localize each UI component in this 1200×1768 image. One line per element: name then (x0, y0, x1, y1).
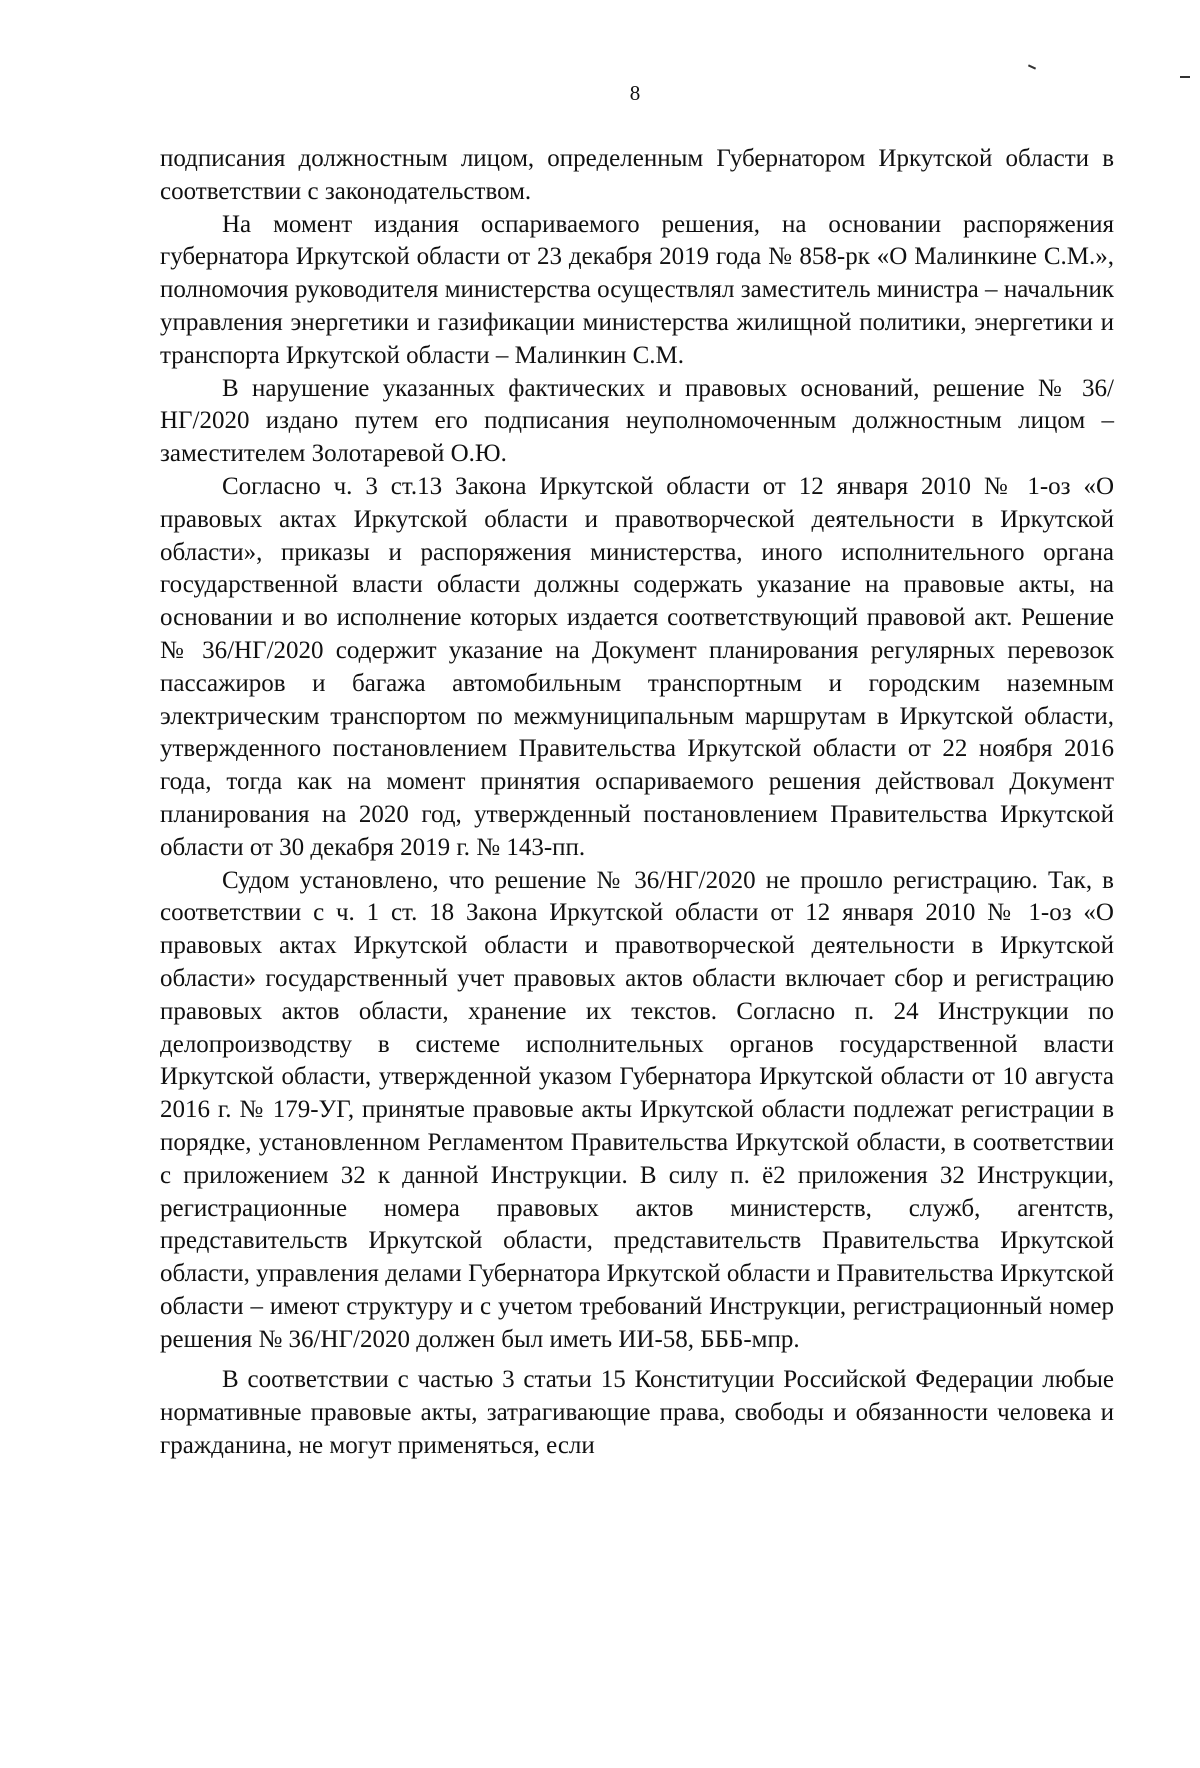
page-number: 8 (629, 81, 641, 105)
paragraph: Согласно ч. 3 ст.13 Закона Иркутской области от 12 января 2010 № 1-оз «О правовых актах Иркутской области и правотворческой деятельности в Иркутской области», приказы и распоряжения министерства, иного исполнительного органа государственной власти области должны содержать указание на правовые акты, на основании и во исполнение которых издается соответствующий правовой акт. Решение № 36/НГ/2020 содержит указание на Документ планирования регулярных перевозок пассажиров и багажа автомобильным транспортным и городским наземным электрическим транспортом по межмуниципальным маршрутам в Иркутской области, утвержденного постановлением Правительства Иркутской области от 22 ноября 2016 года, тогда как на момент принятия оспариваемого решения действовал Документ планирования на 2020 год, утвержденный постановлением Правительства Иркутской области от 30 декабря 2019 г. № 143-пп. (160, 472, 1114, 861)
scan-artifact (1028, 64, 1036, 69)
paragraph: В нарушение указанных фактических и правовых оснований, решение № 36/НГ/2020 издано путем его подписания неуполномоченным должностным лицом – заместителем Золотаревой О.Ю. (160, 374, 1114, 468)
paragraph: В соответствии с частью 3 статьи 15 Конституции Российской Федерации любые нормативные правовые акты, затрагивающие права, свободы и обязанности человека и гражданина, не могут применяться, если (160, 1366, 1114, 1460)
paragraph-continuation: подписания должностным лицом, определенным Губернатором Иркутской области в соответствии с законодательством. (160, 145, 1114, 205)
document-body (160, 143, 1114, 1463)
scan-artifact (1180, 76, 1190, 78)
paragraph: На момент издания оспариваемого решения, на основании распоряжения губернатора Иркутской области от 23 декабря 2019 года № 858-рк «О Малинкине С.М.», полномочия руководителя министерства осуществлял заместитель министра – начальник управления энергетики и газификации министерства жилищной политики, энергетики и транспорта Иркутской области – Малинкин С.М. (160, 210, 1114, 369)
paragraph: Судом установлено, что решение № 36/НГ/2020 не прошло регистрацию. Так, в соответствии с ч. 1 ст. 18 Закона Иркутской области от 12 января 2010 № 1-оз «О правовых актах Иркутской области и правотворческой деятельности в Иркутской области» государственный учет правовых актов области включает сбор и регистрацию правовых актов области, хранение их текстов. Согласно п. 24 Инструкции по делопроизводству в системе исполнительных органов государственной власти Иркутской области, утвержденной указом Губернатора Иркутской области от 10 августа 2016 г. № 179-УГ, принятые правовые акты Иркутской области подлежат регистрации в порядке, установленном Регламентом Правительства Иркутской области, в соответствии с приложением 32 к данной Инструкции. В силу п. ё2 приложения 32 Инструкции, регистрационные номера правовых актов министерств, служб, агентств, представительств Иркутской области, представительств Правительства Иркутской области, управления делами Губернатора Иркутской области и Правительства Иркутской области – имеют структуру и с учетом требований Инструкции, регистрационный номер решения № 36/НГ/2020 должен был иметь ИИ-58, БББ-мпр. (160, 866, 1114, 1353)
